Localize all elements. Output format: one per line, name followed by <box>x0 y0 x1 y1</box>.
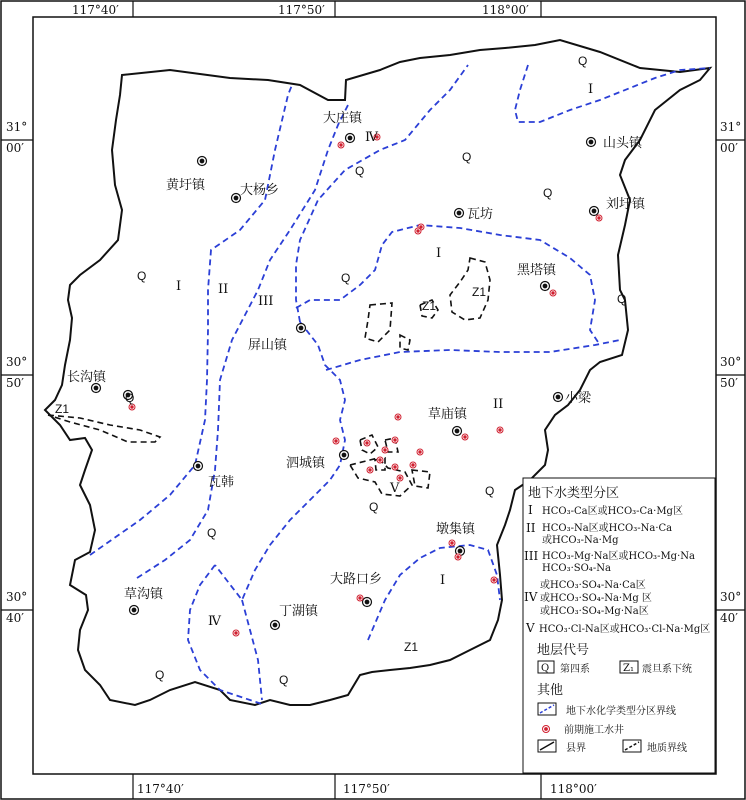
coord-left-1b: 00′ <box>6 141 24 155</box>
legend-item-2-text2: 或HCO₃-Na·Mg <box>542 535 619 546</box>
coord-right-1a: 31° <box>720 120 742 134</box>
coord-right-2a: 30° <box>720 355 742 369</box>
coord-bottom-1: 117°40′ <box>137 782 184 796</box>
strata-Q-4: Q <box>543 186 553 200</box>
strata-Q-8: Q <box>125 391 135 405</box>
legend-item-3-text2: HCO₃·SO₄-Na <box>542 563 611 574</box>
coord-left-2b: 50′ <box>6 376 24 390</box>
legend-item-5-text: HCO₃·Cl-Na区或HCO₃·Cl-Na·Mg区 <box>539 624 711 635</box>
legend-Z1-code: Z₁ <box>623 663 634 674</box>
legend-title: 地下水类型分区 <box>528 486 620 501</box>
strata-Z1-1: Z1 <box>55 402 70 416</box>
town-markers <box>92 134 599 630</box>
town-shantou: 山头镇 <box>603 136 643 151</box>
strata-Q-5: Q <box>341 271 351 285</box>
coord-right-1b: 00′ <box>720 141 738 155</box>
legend-item-4-num: IV <box>524 590 538 604</box>
legend-Q-label: 第四系 <box>560 664 590 675</box>
coord-left-2a: 30° <box>6 355 28 369</box>
legend-item-1-num: I <box>528 503 533 517</box>
zone-label-III: III <box>258 294 274 309</box>
legend-geoline-label: 地质界线 <box>647 743 687 754</box>
zone-label-V: Ⅴ <box>390 481 400 496</box>
coord-left-3a: 30° <box>6 590 28 604</box>
town-pingshan: 屏山镇 <box>248 338 288 353</box>
strata-Q-9: Q <box>369 500 379 514</box>
town-dunji: 墩集镇 <box>436 522 476 537</box>
legend-item-4-text3: 或HCO₃·SO₄-Mg·Na区 <box>540 606 649 617</box>
strata-Q-2: Q <box>462 150 472 164</box>
zone-label-IV-south: Ⅳ <box>208 614 221 629</box>
strata-Z1-3: Z1 <box>472 285 487 299</box>
zone-label-II-east: II <box>493 397 504 412</box>
legend-item-1-text: HCO₃-Ca区或HCO₃-Ca·Mg区 <box>542 506 683 517</box>
zone-label-I-ne: I <box>588 82 594 97</box>
legend-item-3-num: III <box>524 549 539 563</box>
strata-Q-3: Q <box>355 164 365 178</box>
zone-label-II-west: II <box>218 282 229 297</box>
coord-right-3a: 30° <box>720 590 742 604</box>
town-sicheng: 泗城镇 <box>286 456 326 471</box>
legend-Z1-label: 震旦系下统 <box>642 664 692 675</box>
coord-right-3b: 40′ <box>720 611 738 625</box>
coord-right-2b: 50′ <box>720 376 738 390</box>
town-dinghu: 丁湖镇 <box>279 604 319 619</box>
legend-other-title: 其他 <box>537 683 564 698</box>
strata-Z1-2: Z1 <box>422 299 437 313</box>
legend-well-label: 前期施工水井 <box>564 725 624 736</box>
strata-Q-7: Q <box>617 292 627 306</box>
legend-Q-code: Q <box>541 663 550 674</box>
strata-Q-6: Q <box>137 269 147 283</box>
strata-Q-10: Q <box>485 484 495 498</box>
zone-label-I-mid: I <box>436 246 442 261</box>
town-dazhuang: 大庄镇 <box>323 111 363 126</box>
town-changgou: 长沟镇 <box>67 370 107 385</box>
legend-item-5-num: V <box>526 621 535 635</box>
coord-top-3: 118°00′ <box>482 3 529 17</box>
strata-Q-12: Q <box>155 668 165 682</box>
legend-county-label: 县界 <box>566 743 586 754</box>
town-daluko: 大路口乡 <box>330 572 383 587</box>
strata-Q-13: Q <box>279 673 289 687</box>
zone-label-IV-north: Ⅳ <box>365 130 378 145</box>
town-wafang: 瓦坊 <box>467 207 494 222</box>
town-wahan: 瓦韩 <box>208 475 235 490</box>
town-xiaoliang: 小梁 <box>565 391 592 406</box>
town-liuyu: 刘圩镇 <box>606 197 646 212</box>
strata-Q-1: Q <box>578 54 588 68</box>
zone-label-I-west: I <box>176 279 182 294</box>
legend-strata-title: 地层代号 <box>537 643 590 658</box>
legend-zoneline-label: 地下水化学类型分区界线 <box>566 706 676 717</box>
town-huangyu: 黄圩镇 <box>166 178 206 193</box>
coord-bottom-3: 118°00′ <box>550 782 597 796</box>
strata-Q-11: Q <box>207 526 217 540</box>
town-dayang: 大杨乡 <box>240 183 280 198</box>
town-caomiao: 草庙镇 <box>428 407 468 422</box>
coord-top-1: 117°40′ <box>72 3 119 17</box>
coord-top-2: 117°50′ <box>278 3 325 17</box>
strata-Z1-4: Z1 <box>404 640 419 654</box>
town-caogou: 草沟镇 <box>124 587 164 602</box>
legend-item-2-num: II <box>526 521 536 535</box>
coord-bottom-2: 117°50′ <box>343 782 390 796</box>
zone-label-I-se: I <box>440 573 446 588</box>
legend-item-4-text1: 或HCO₃·SO₄-Na·Ca区 <box>540 580 646 591</box>
town-heita: 黑塔镇 <box>517 263 557 278</box>
legend <box>523 478 715 773</box>
legend-item-2-text1: HCO₃-Na区或HCO₃-Na·Ca <box>542 523 673 534</box>
coord-left-1a: 31° <box>6 120 28 134</box>
legend-item-4-text2: 或HCO₃·SO₄-Na·Mg 区 <box>540 593 652 604</box>
coord-left-3b: 40′ <box>6 611 24 625</box>
legend-item-3-text1: HCO₃-Mg·Na区或HCO₃-Mg·Na <box>542 551 695 562</box>
legend-well-icon <box>543 726 550 733</box>
